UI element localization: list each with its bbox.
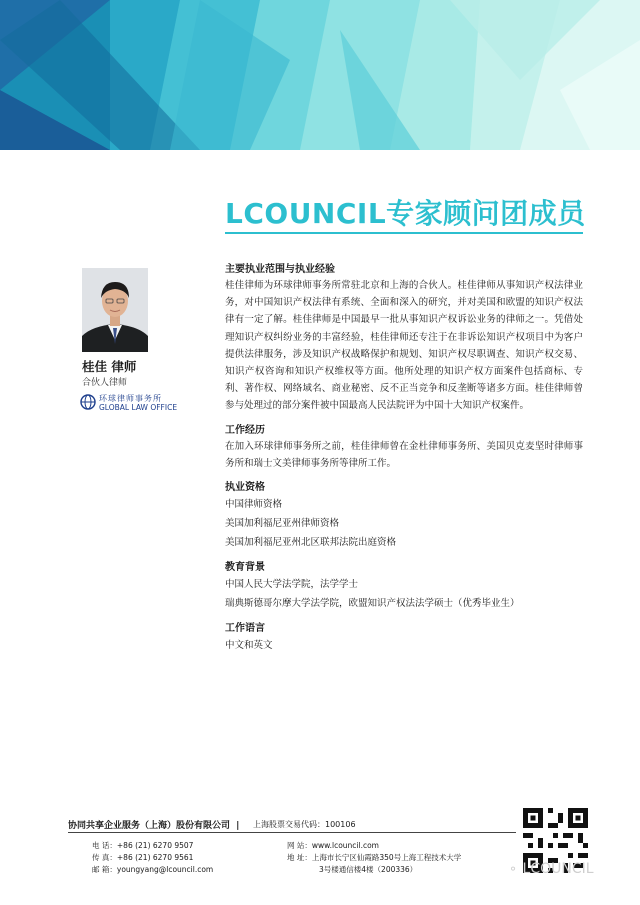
stock-code: 上海股票交易代码：100106 <box>253 820 356 829</box>
list-item: 美国加利福尼亚州律师资格 <box>225 518 340 530</box>
watermark <box>508 861 594 877</box>
title-underline <box>225 232 583 234</box>
web-label: 网 站： <box>287 841 312 850</box>
section-body: 在加入环球律师事务所之前，桂佳律师曾在金杜律师事务所、美国贝克麦坚时律师事务所和瑞士文美律师事务所等律所工作。 <box>225 440 583 469</box>
person-name: 桂佳 律师 <box>82 359 137 374</box>
section-heading: 教育背景 <box>225 562 265 574</box>
company-name: 协同共享企业服务（上海）股份有限公司 <box>68 821 231 831</box>
fax-label: 传 真： <box>92 853 117 862</box>
section-heading: 工作经历 <box>225 424 265 436</box>
list-item: 美国加利福尼亚州北区联邦法院出庭资格 <box>225 537 397 549</box>
header-banner <box>0 0 640 150</box>
list-item: 中文和英文 <box>225 640 273 652</box>
list-item: 瑞典斯德哥尔摩大学法学院，欧盟知识产权法法学硕士（优秀毕业生） <box>225 598 520 610</box>
email-row <box>92 864 213 875</box>
footer-company <box>68 818 242 831</box>
person-role: 合伙人律师 <box>82 378 128 388</box>
banner-graphic <box>0 0 640 150</box>
section-education <box>225 560 583 613</box>
section-qualifications <box>225 480 583 552</box>
profile-content <box>225 262 583 655</box>
address-row <box>287 852 461 863</box>
footer-divider <box>68 832 516 833</box>
phone-label: 电 话： <box>92 841 117 850</box>
address-label: 地 址： <box>287 853 312 862</box>
chat-bubble-icon: ⚬ <box>508 862 519 876</box>
fax-row <box>92 852 193 863</box>
section-body: 桂佳律师为环球律师事务所常驻北京和上海的合伙人。桂佳律师从事知识产权法律业务，对中国知识产权法律有系统、全面和深入的研究，并对美国和欧盟的知识产权法律有一定了解。桂佳律师是中国最早一批从事知识产权诉讼业务的律师之一。凭借处理知识产权纠纷业务的丰富经验，桂佳律师还专注于在非诉讼知识产权项目中为客户提供法律服务，涉及知识产权战略保护和规划、知识产权尽职调查、知识产权交易、知识产权咨询和知识产权维权等方面。他所处理的知识产权方面案件包括商标、专利、著作权、网络域名、商业秘密、反不正当竞争和反垄断等诸多方面。桂佳律师曾参与处理过的部分案件被中国最高人民法院评为中国十大知识产权案件。 <box>225 280 583 412</box>
address-line2: 3号楼通信楼4楼（200336） <box>319 865 418 874</box>
fax-value: +86 (21) 6270 9561 <box>116 853 194 862</box>
section-practice <box>225 262 583 415</box>
firm-name-cn: 环球律师事务所 <box>99 394 162 403</box>
web-value[interactable]: www.lcouncil.com <box>311 841 379 850</box>
web-row <box>287 840 379 851</box>
list-item: 中国律师资格 <box>225 499 283 511</box>
section-work <box>225 423 583 472</box>
firm-name-en: GLOBAL LAW OFFICE <box>99 403 178 412</box>
address-row-2 <box>319 864 417 875</box>
list-item: 中国人民大学法学院，法学学士 <box>225 579 359 591</box>
section-heading: 执业资格 <box>225 482 265 494</box>
section-heading: 工作语言 <box>225 623 265 635</box>
portrait-photo <box>82 268 148 352</box>
section-heading: 主要执业范围与执业经验 <box>225 264 335 275</box>
separator: | <box>236 821 240 831</box>
firm-logo <box>80 392 200 414</box>
watermark-text: LCOUNCIL <box>522 861 594 877</box>
globe-icon <box>80 394 96 410</box>
phone-value: +86 (21) 6270 9507 <box>116 841 194 850</box>
phone-row <box>92 840 193 851</box>
email-value[interactable]: youngyang@lcouncil.com <box>116 865 214 874</box>
email-label: 邮 箱： <box>92 865 117 874</box>
address-line1: 上海市长宁区仙霞路350号上海工程技术大学 <box>311 853 462 862</box>
section-language <box>225 621 583 655</box>
page-title: LCOUNCIL专家顾问团成员 <box>225 197 586 230</box>
